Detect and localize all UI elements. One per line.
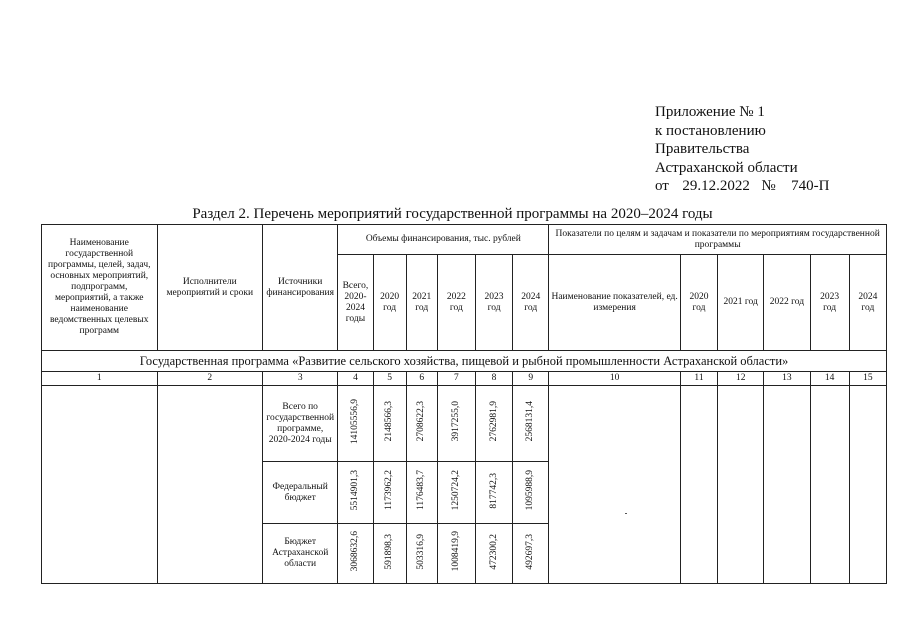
program-name-cell: [42, 386, 158, 584]
amount-2024: 492697,3: [525, 533, 536, 570]
header-name: Наименование государственной программы, целей, задач, основных мероприятий, подпрограмм, мероприятий, а также наименование ведомственных целевых программ: [42, 225, 158, 351]
indicator-2021-cell: [718, 386, 764, 584]
scan-speck: [625, 513, 627, 514]
amount-cell: [513, 462, 549, 524]
header-indicator-2024: 2024 год: [849, 255, 886, 351]
appendix-line-3: Правительства: [655, 141, 750, 157]
header-sources: Источники финансирования: [263, 225, 338, 351]
amount-2022: 1008419,9: [450, 531, 461, 572]
amount-total: 3068632,6: [349, 531, 360, 572]
amount-cell: [338, 524, 373, 584]
date-prefix: от: [655, 178, 669, 194]
amount-2021: 503316,9: [416, 533, 427, 570]
column-number: 10: [549, 372, 681, 386]
column-number: 9: [513, 372, 549, 386]
header-year-2021: 2021 год: [406, 255, 437, 351]
appendix-line-4: Астраханской области: [655, 159, 798, 176]
column-number: 13: [764, 372, 810, 386]
source-cell: Федеральный бюджет: [263, 462, 338, 524]
amount-cell: [338, 462, 373, 524]
header-indicator-2022: 2022 год: [764, 255, 810, 351]
amount-total: 5514901,3: [349, 470, 360, 511]
column-number: 5: [373, 372, 406, 386]
resolution-date: 29.12.2022: [682, 178, 750, 194]
column-number: 2: [157, 372, 262, 386]
appendix-line-2: к постановлению: [655, 122, 766, 139]
amount-2020: 1173962,2: [384, 470, 395, 511]
amount-2023: 2762981,9: [488, 401, 499, 442]
appendix-line-1: Приложение № 1: [655, 104, 765, 120]
amount-cell: [373, 524, 406, 584]
header-year-2023: 2023 год: [475, 255, 512, 351]
program-table: [41, 224, 887, 584]
header-funding-group: Объемы финансирования, тыс. рублей: [338, 225, 549, 255]
amount-2024: 2568131,4: [525, 401, 536, 442]
amount-cell: [437, 524, 475, 584]
column-number: 6: [406, 372, 437, 386]
header-year-2022: 2022 год: [437, 255, 475, 351]
column-number: 4: [338, 372, 373, 386]
appendix-block: [655, 103, 830, 196]
header-total: Всего, 2020-2024 годы: [338, 255, 373, 351]
amount-cell: [373, 462, 406, 524]
header-year-2024: 2024 год: [513, 255, 549, 351]
resolution-number: 740-П: [791, 178, 830, 194]
indicator-name-cell: [549, 386, 681, 584]
amount-cell: [338, 386, 373, 462]
column-number: 14: [810, 372, 849, 386]
column-number: 7: [437, 372, 475, 386]
indicator-2020-cell: [680, 386, 717, 584]
amount-cell: [475, 524, 512, 584]
number-sign: №: [761, 178, 776, 194]
column-number: 15: [849, 372, 886, 386]
executors-cell: [157, 386, 262, 584]
source-cell: Бюджет Астраханской области: [263, 524, 338, 584]
header-indicator-2023: 2023 год: [810, 255, 849, 351]
header-year-2020: 2020 год: [373, 255, 406, 351]
amount-cell: [406, 524, 437, 584]
amount-2020: 591898,3: [384, 533, 395, 570]
amount-cell: [373, 386, 406, 462]
header-executors: Исполнители мероприятий и сроки: [157, 225, 262, 351]
header-indicator-2020: 2020 год: [680, 255, 717, 351]
column-number: 8: [475, 372, 512, 386]
column-number: 11: [680, 372, 717, 386]
amount-cell: [406, 386, 437, 462]
amount-cell: [437, 386, 475, 462]
amount-cell: [437, 462, 475, 524]
indicator-2024-cell: [849, 386, 886, 584]
amount-cell: [475, 462, 512, 524]
column-number: 12: [718, 372, 764, 386]
header-indicator-2021: 2021 год: [718, 255, 764, 351]
indicator-2023-cell: [810, 386, 849, 584]
program-title: Государственная программа «Развитие сельского хозяйства, пищевой и рыбной промышленности Астраханской области»: [42, 351, 887, 372]
header-indicators-group: Показатели по целям и задачам и показатели по мероприятиям государственной программы: [549, 225, 887, 255]
amount-cell: [406, 462, 437, 524]
amount-2020: 2148566,3: [384, 401, 395, 442]
amount-2022: 3917255,0: [450, 401, 461, 442]
section-title: Раздел 2. Перечень мероприятий государственной программы на 2020–2024 годы: [192, 206, 713, 222]
amount-2023: 817742,3: [488, 472, 499, 509]
amount-2021: 2708622,3: [416, 401, 427, 442]
amount-2021: 1176483,7: [416, 470, 427, 511]
amount-total: 14105556,9: [349, 398, 360, 445]
amount-2024: 1095988,9: [525, 470, 536, 511]
column-number-row: [42, 372, 887, 386]
column-number: 1: [42, 372, 158, 386]
amount-2023: 472300,2: [488, 533, 499, 570]
header-indicator-name: Наименование показателей, ед. измерения: [549, 255, 681, 351]
source-cell: Всего по государственной программе, 2020-2024 годы: [263, 386, 338, 462]
indicator-2022-cell: [764, 386, 810, 584]
amount-cell: [513, 524, 549, 584]
appendix-date-line: [655, 177, 830, 196]
amount-cell: [513, 386, 549, 462]
column-number: 3: [263, 372, 338, 386]
amount-cell: [475, 386, 512, 462]
table-row: [42, 386, 887, 462]
amount-2022: 1250724,2: [450, 470, 461, 511]
